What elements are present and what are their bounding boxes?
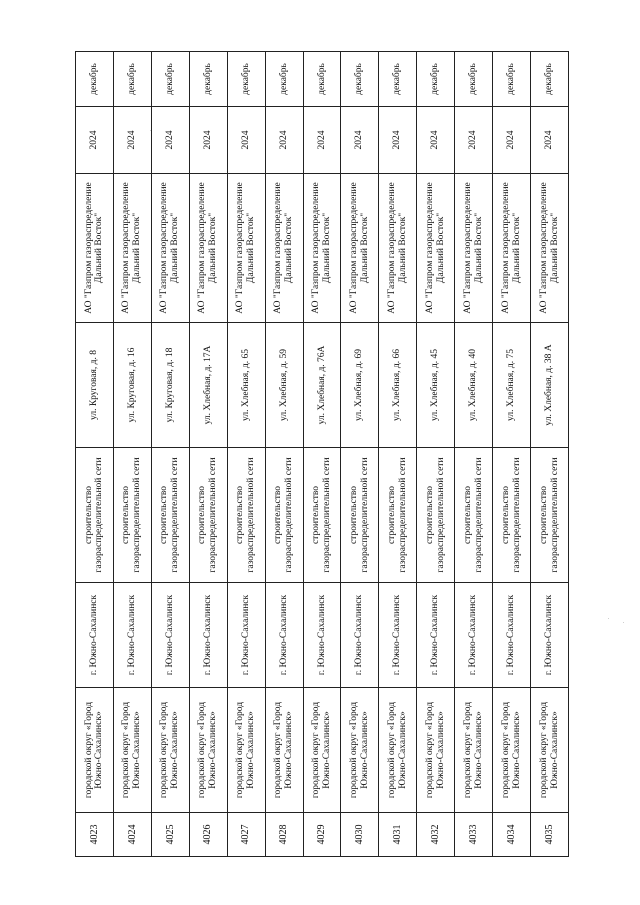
- locality-cell: г. Южно-Сахалинск: [227, 583, 265, 688]
- table-row: [265, 52, 303, 857]
- locality-cell: г. Южно-Сахалинск: [151, 583, 189, 688]
- work-type-cell: строительство газораспределительной сети: [303, 448, 341, 583]
- month-cell: декабрь: [189, 52, 227, 107]
- work-type-cell: строительство газораспределительной сети: [189, 448, 227, 583]
- district-cell: городской округ «Город Южно-Сахалинск»: [76, 688, 114, 813]
- locality-cell: г. Южно-Сахалинск: [455, 583, 493, 688]
- company-cell: АО "Газпром газораспределение Дальний Восток": [113, 174, 151, 323]
- work-type-cell: строительство газораспределительной сети: [493, 448, 531, 583]
- row-number: 4028: [265, 813, 303, 857]
- work-type-cell: строительство газораспределительной сети: [76, 448, 114, 583]
- company-cell: АО "Газпром газораспределение Дальний Восток": [493, 174, 531, 323]
- row-number: 4024: [113, 813, 151, 857]
- year-cell: 2024: [379, 107, 417, 174]
- row-number: 4033: [455, 813, 493, 857]
- address-cell: ул. Хлебная, д. 17А: [189, 323, 227, 448]
- address-cell: ул. Хлебная, д. 75: [493, 323, 531, 448]
- district-cell: городской округ «Город Южно-Сахалинск»: [227, 688, 265, 813]
- work-type-cell: строительство газораспределительной сети: [265, 448, 303, 583]
- table-row: [151, 52, 189, 857]
- table-row: [76, 52, 114, 857]
- month-cell: декабрь: [76, 52, 114, 107]
- company-cell: АО "Газпром газораспределение Дальний Восток": [531, 174, 569, 323]
- row-number: 4023: [76, 813, 114, 857]
- company-cell: АО "Газпром газораспределение Дальний Восток": [455, 174, 493, 323]
- year-cell: 2024: [341, 107, 379, 174]
- district-cell: городской округ «Город Южно-Сахалинск»: [341, 688, 379, 813]
- company-cell: АО "Газпром газораспределение Дальний Восток": [341, 174, 379, 323]
- address-cell: ул. Круговая, д. 18: [151, 323, 189, 448]
- year-cell: 2024: [417, 107, 455, 174]
- month-cell: декабрь: [265, 52, 303, 107]
- work-type-cell: строительство газораспределительной сети: [455, 448, 493, 583]
- work-type-cell: строительство газораспределительной сети: [227, 448, 265, 583]
- locality-cell: г. Южно-Сахалинск: [303, 583, 341, 688]
- scan-speck: [608, 618, 609, 619]
- company-cell: АО "Газпром газораспределение Дальний Восток": [189, 174, 227, 323]
- year-cell: 2024: [493, 107, 531, 174]
- company-cell: АО "Газпром газораспределение Дальний Восток": [417, 174, 455, 323]
- month-cell: декабрь: [455, 52, 493, 107]
- month-cell: декабрь: [379, 52, 417, 107]
- address-cell: ул. Хлебная, д. 65: [227, 323, 265, 448]
- month-cell: декабрь: [341, 52, 379, 107]
- work-type-cell: строительство газораспределительной сети: [113, 448, 151, 583]
- work-type-cell: строительство газораспределительной сети: [531, 448, 569, 583]
- address-cell: ул. Хлебная, д. 38 А: [531, 323, 569, 448]
- locality-cell: г. Южно-Сахалинск: [265, 583, 303, 688]
- district-cell: городской округ «Город Южно-Сахалинск»: [455, 688, 493, 813]
- locality-cell: г. Южно-Сахалинск: [113, 583, 151, 688]
- row-number: 4032: [417, 813, 455, 857]
- work-type-cell: строительство газораспределительной сети: [151, 448, 189, 583]
- row-number: 4035: [531, 813, 569, 857]
- row-number: 4025: [151, 813, 189, 857]
- rotated-table-wrapper: [75, 52, 569, 857]
- company-cell: АО "Газпром газораспределение Дальний Восток": [303, 174, 341, 323]
- locality-cell: г. Южно-Сахалинск: [493, 583, 531, 688]
- table-row: [455, 52, 493, 857]
- table-row: [113, 52, 151, 857]
- district-cell: городской округ «Город Южно-Сахалинск»: [189, 688, 227, 813]
- year-cell: 2024: [189, 107, 227, 174]
- year-cell: 2024: [531, 107, 569, 174]
- address-cell: ул. Круговая, д. 16: [113, 323, 151, 448]
- month-cell: декабрь: [113, 52, 151, 107]
- address-cell: ул. Хлебная, д. 76А: [303, 323, 341, 448]
- month-cell: декабрь: [303, 52, 341, 107]
- table-row: [227, 52, 265, 857]
- address-cell: ул. Хлебная, д. 59: [265, 323, 303, 448]
- row-number: 4030: [341, 813, 379, 857]
- year-cell: 2024: [227, 107, 265, 174]
- month-cell: декабрь: [531, 52, 569, 107]
- locality-cell: г. Южно-Сахалинск: [417, 583, 455, 688]
- address-cell: ул. Хлебная, д. 69: [341, 323, 379, 448]
- table-row: [493, 52, 531, 857]
- year-cell: 2024: [265, 107, 303, 174]
- scan-speck: [623, 622, 624, 623]
- month-cell: декабрь: [151, 52, 189, 107]
- company-cell: АО "Газпром газораспределение Дальний Восток": [227, 174, 265, 323]
- work-type-cell: строительство газораспределительной сети: [379, 448, 417, 583]
- works-table: [75, 51, 569, 857]
- year-cell: 2024: [113, 107, 151, 174]
- table-row: [303, 52, 341, 857]
- work-type-cell: строительство газораспределительной сети: [341, 448, 379, 583]
- row-number: 4026: [189, 813, 227, 857]
- year-cell: 2024: [303, 107, 341, 174]
- locality-cell: г. Южно-Сахалинск: [531, 583, 569, 688]
- district-cell: городской округ «Город Южно-Сахалинск»: [265, 688, 303, 813]
- table-row: [189, 52, 227, 857]
- month-cell: декабрь: [227, 52, 265, 107]
- address-cell: ул. Хлебная, д. 45: [417, 323, 455, 448]
- year-cell: 2024: [151, 107, 189, 174]
- address-cell: ул. Хлебная, д. 40: [455, 323, 493, 448]
- month-cell: декабрь: [493, 52, 531, 107]
- locality-cell: г. Южно-Сахалинск: [76, 583, 114, 688]
- month-cell: декабрь: [417, 52, 455, 107]
- work-type-cell: строительство газораспределительной сети: [417, 448, 455, 583]
- district-cell: городской округ «Город Южно-Сахалинск»: [379, 688, 417, 813]
- row-number: 4034: [493, 813, 531, 857]
- works-table-body: [76, 52, 569, 857]
- company-cell: АО "Газпром газораспределение Дальний Восток": [379, 174, 417, 323]
- table-row: [379, 52, 417, 857]
- district-cell: городской округ «Город Южно-Сахалинск»: [493, 688, 531, 813]
- locality-cell: г. Южно-Сахалинск: [379, 583, 417, 688]
- table-row: [417, 52, 455, 857]
- locality-cell: г. Южно-Сахалинск: [341, 583, 379, 688]
- row-number: 4029: [303, 813, 341, 857]
- year-cell: 2024: [455, 107, 493, 174]
- district-cell: городской округ «Город Южно-Сахалинск»: [151, 688, 189, 813]
- company-cell: АО "Газпром газораспределение Дальний Восток": [76, 174, 114, 323]
- district-cell: городской округ «Город Южно-Сахалинск»: [113, 688, 151, 813]
- table-row: [531, 52, 569, 857]
- district-cell: городской округ «Город Южно-Сахалинск»: [417, 688, 455, 813]
- locality-cell: г. Южно-Сахалинск: [189, 583, 227, 688]
- row-number: 4027: [227, 813, 265, 857]
- district-cell: городской округ «Город Южно-Сахалинск»: [531, 688, 569, 813]
- row-number: 4031: [379, 813, 417, 857]
- company-cell: АО "Газпром газораспределение Дальний Восток": [265, 174, 303, 323]
- address-cell: ул. Хлебная, д. 66: [379, 323, 417, 448]
- table-row: [341, 52, 379, 857]
- year-cell: 2024: [76, 107, 114, 174]
- address-cell: ул. Круговая, д. 8: [76, 323, 114, 448]
- district-cell: городской округ «Город Южно-Сахалинск»: [303, 688, 341, 813]
- company-cell: АО "Газпром газораспределение Дальний Восток": [151, 174, 189, 323]
